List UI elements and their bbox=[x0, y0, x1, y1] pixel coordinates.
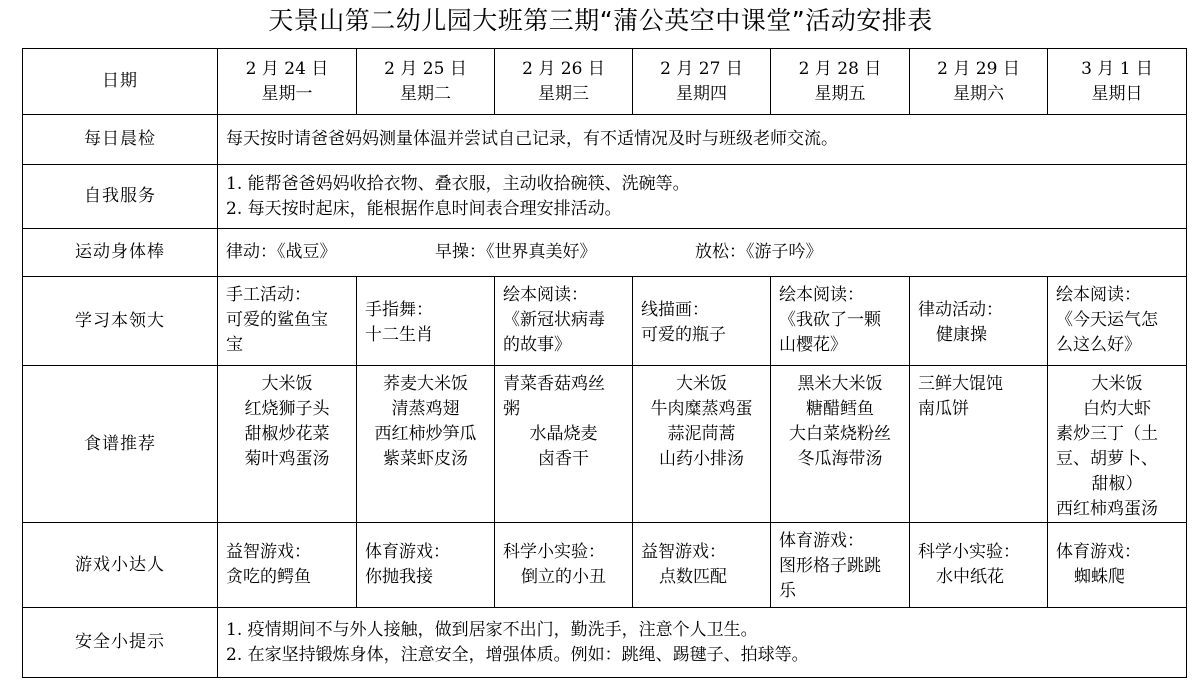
day-weekday: 星期六 bbox=[953, 83, 1004, 104]
game-cell bbox=[495, 523, 633, 608]
learning-cell bbox=[357, 277, 495, 366]
row-label-menu: 食谱推荐 bbox=[23, 366, 218, 523]
menu-cell bbox=[1048, 366, 1187, 523]
menu-item: 菊叶鸡蛋汤 bbox=[244, 449, 330, 469]
day-date: 2 月 27 日 bbox=[660, 58, 743, 79]
menu-item: 卤香干 bbox=[538, 449, 589, 469]
menu-item: 大米饭 bbox=[261, 374, 313, 394]
menu-item: 南瓜饼 bbox=[918, 399, 969, 419]
day-weekday: 星期日 bbox=[1091, 83, 1143, 104]
learning-line: 手工活动： bbox=[226, 285, 311, 305]
game-cell bbox=[771, 523, 910, 608]
menu-cell bbox=[218, 366, 357, 523]
menu-item: 糖醋鳕鱼 bbox=[806, 399, 874, 419]
menu-cell bbox=[910, 366, 1048, 523]
game-line: 体育游戏： bbox=[1056, 542, 1141, 562]
menu-item: 三鲜大馄饨 bbox=[918, 374, 1003, 394]
menu-item: 大米饭 bbox=[1091, 374, 1143, 394]
menu-item: 冬瓜海带汤 bbox=[797, 449, 883, 469]
menu-item: 黑米大米饭 bbox=[797, 374, 883, 394]
learning-line: 绘本阅读： bbox=[1056, 285, 1141, 305]
game-cell bbox=[218, 523, 357, 608]
learning-line: 《今天运气怎 bbox=[1056, 310, 1158, 330]
menu-item: 大米饭 bbox=[676, 374, 727, 394]
learning-cell bbox=[633, 277, 771, 366]
exercise-item: 早操：《世界真美好》 bbox=[435, 242, 597, 262]
self-service-line: 1. 能帮爸爸妈妈收拾衣物、叠衣服，主动收拾碗筷、洗碗等。 bbox=[226, 173, 690, 194]
day-weekday: 星期三 bbox=[538, 83, 589, 104]
menu-item: 青菜香菇鸡丝 bbox=[503, 374, 605, 394]
game-line: 益智游戏： bbox=[226, 542, 311, 562]
day-header bbox=[633, 49, 771, 115]
learning-line: 线描画： bbox=[641, 300, 709, 320]
learning-line: 宝 bbox=[226, 335, 243, 355]
row-label-morning-check: 每日晨检 bbox=[23, 115, 218, 165]
menu-item: 山药小排汤 bbox=[659, 449, 744, 469]
day-weekday: 星期一 bbox=[261, 83, 313, 104]
safety-row bbox=[23, 608, 1187, 678]
game-line: 点数匹配 bbox=[659, 567, 727, 587]
exercise-item: 律动：《战豆》 bbox=[226, 242, 337, 262]
learning-cell bbox=[1048, 277, 1187, 366]
exercise-text bbox=[218, 229, 1187, 277]
day-weekday: 星期四 bbox=[676, 83, 727, 104]
page-title: 天景山第二幼儿园大班第三期“蒲公英空中课堂”活动安排表 bbox=[268, 6, 933, 35]
game-line: 贪吃的鳄鱼 bbox=[226, 567, 311, 587]
learning-line: 手指舞： bbox=[365, 300, 433, 320]
menu-item: 西红柿鸡蛋汤 bbox=[1056, 499, 1158, 519]
day-date: 2 月 26 日 bbox=[522, 58, 605, 79]
learning-cell bbox=[771, 277, 910, 366]
games-row bbox=[23, 523, 1187, 608]
menu-item: 粥 bbox=[503, 399, 520, 419]
safety-line: 1. 疫情期间不与外人接触，做到居家不出门，勤洗手，注意个人卫生。 bbox=[226, 619, 758, 640]
learning-line: 绘本阅读： bbox=[779, 285, 864, 305]
day-header bbox=[1048, 49, 1187, 115]
menu-cell bbox=[633, 366, 771, 523]
menu-item: 豆、胡萝卜、 bbox=[1056, 449, 1158, 469]
self-service-text bbox=[218, 165, 1187, 229]
game-line: 益智游戏： bbox=[641, 542, 726, 562]
learning-line: 山樱花》 bbox=[779, 335, 847, 355]
game-line: 水中纸花 bbox=[936, 567, 1004, 587]
morning-check-row bbox=[23, 115, 1187, 165]
menu-cell bbox=[357, 366, 495, 523]
game-line: 科学小实验： bbox=[503, 542, 605, 562]
day-date: 2 月 29 日 bbox=[937, 58, 1020, 79]
exercise-row bbox=[23, 229, 1187, 277]
menu-item: 水晶烧麦 bbox=[529, 424, 598, 444]
game-line: 体育游戏： bbox=[779, 531, 864, 551]
game-line: 科学小实验： bbox=[918, 542, 1020, 562]
exercise-item: 放松：《游子吟》 bbox=[695, 242, 823, 262]
schedule-table bbox=[22, 48, 1187, 678]
game-line: 倒立的小丑 bbox=[521, 567, 606, 587]
morning-check-text: 每天按时请爸爸妈妈测量体温并尝试自己记录，有不适情况及时与班级老师交流。 bbox=[218, 115, 1187, 165]
menu-item: 甜椒炒花菜 bbox=[244, 424, 330, 444]
learning-line: 《我砍了一颗 bbox=[779, 310, 881, 330]
game-line: 乐 bbox=[779, 581, 796, 601]
learning-line: 健康操 bbox=[936, 325, 987, 345]
menu-item: 甜椒） bbox=[1091, 474, 1143, 494]
day-weekday: 星期二 bbox=[400, 83, 451, 104]
day-header bbox=[771, 49, 910, 115]
menu-item: 白灼大虾 bbox=[1083, 399, 1151, 419]
day-header bbox=[495, 49, 633, 115]
learning-line: 《新冠状病毒 bbox=[503, 310, 605, 330]
learning-line: 十二生肖 bbox=[365, 325, 433, 345]
menu-item: 红烧狮子头 bbox=[244, 399, 330, 419]
day-date: 2 月 25 日 bbox=[384, 58, 467, 79]
learning-cell bbox=[910, 277, 1048, 366]
date-header-label: 日期 bbox=[23, 49, 218, 115]
game-line: 你抛我接 bbox=[365, 567, 433, 587]
game-line: 图形格子跳跳 bbox=[779, 556, 881, 576]
learning-line: 么这么好》 bbox=[1056, 335, 1141, 355]
self-service-line: 2. 每天按时起床，能根据作息时间表合理安排活动。 bbox=[226, 198, 622, 219]
learning-row bbox=[23, 277, 1187, 366]
learning-cell bbox=[218, 277, 357, 366]
day-header bbox=[357, 49, 495, 115]
menu-item: 紫菜虾皮汤 bbox=[383, 449, 468, 469]
date-header-row bbox=[23, 49, 1187, 115]
learning-line: 绘本阅读： bbox=[503, 285, 588, 305]
safety-text bbox=[218, 608, 1187, 678]
row-label-self-service: 自我服务 bbox=[23, 165, 218, 229]
menu-item: 西红柿炒笋瓜 bbox=[374, 424, 477, 444]
menu-item: 荞麦大米饭 bbox=[383, 374, 468, 394]
game-cell bbox=[910, 523, 1048, 608]
day-weekday: 星期五 bbox=[814, 83, 866, 104]
game-cell bbox=[1048, 523, 1187, 608]
game-cell bbox=[357, 523, 495, 608]
learning-line: 的故事》 bbox=[503, 335, 571, 355]
menu-cell bbox=[771, 366, 910, 523]
day-header bbox=[910, 49, 1048, 115]
menu-item: 大白菜烧粉丝 bbox=[789, 424, 891, 444]
game-cell bbox=[633, 523, 771, 608]
learning-line: 可爱的鲨鱼宝 bbox=[226, 310, 328, 330]
row-label-exercise: 运动身体棒 bbox=[23, 229, 218, 277]
menu-item: 蒜泥茼蒿 bbox=[667, 424, 736, 444]
menu-cell bbox=[495, 366, 633, 523]
self-service-row bbox=[23, 165, 1187, 229]
row-label-safety: 安全小提示 bbox=[23, 608, 218, 678]
day-date: 2 月 24 日 bbox=[245, 58, 329, 79]
learning-line: 可爱的瓶子 bbox=[641, 325, 726, 345]
day-date: 3 月 1 日 bbox=[1081, 58, 1153, 79]
learning-line: 律动活动： bbox=[918, 300, 1003, 320]
game-line: 体育游戏： bbox=[365, 542, 450, 562]
menu-item: 素炒三丁（土 bbox=[1056, 424, 1158, 444]
menu-item: 清蒸鸡翅 bbox=[391, 399, 460, 419]
game-line: 蜘蛛爬 bbox=[1074, 567, 1125, 587]
learning-cell bbox=[495, 277, 633, 366]
menu-item: 牛肉糜蒸鸡蛋 bbox=[650, 399, 753, 419]
row-label-learning: 学习本领大 bbox=[23, 277, 218, 366]
day-date: 2 月 28 日 bbox=[798, 58, 882, 79]
row-label-games: 游戏小达人 bbox=[23, 523, 218, 608]
day-header bbox=[218, 49, 357, 115]
menu-row bbox=[23, 366, 1187, 523]
safety-line: 2. 在家坚持锻炼身体，注意安全，增强体质。例如：跳绳、踢毽子、拍球等。 bbox=[226, 644, 809, 665]
